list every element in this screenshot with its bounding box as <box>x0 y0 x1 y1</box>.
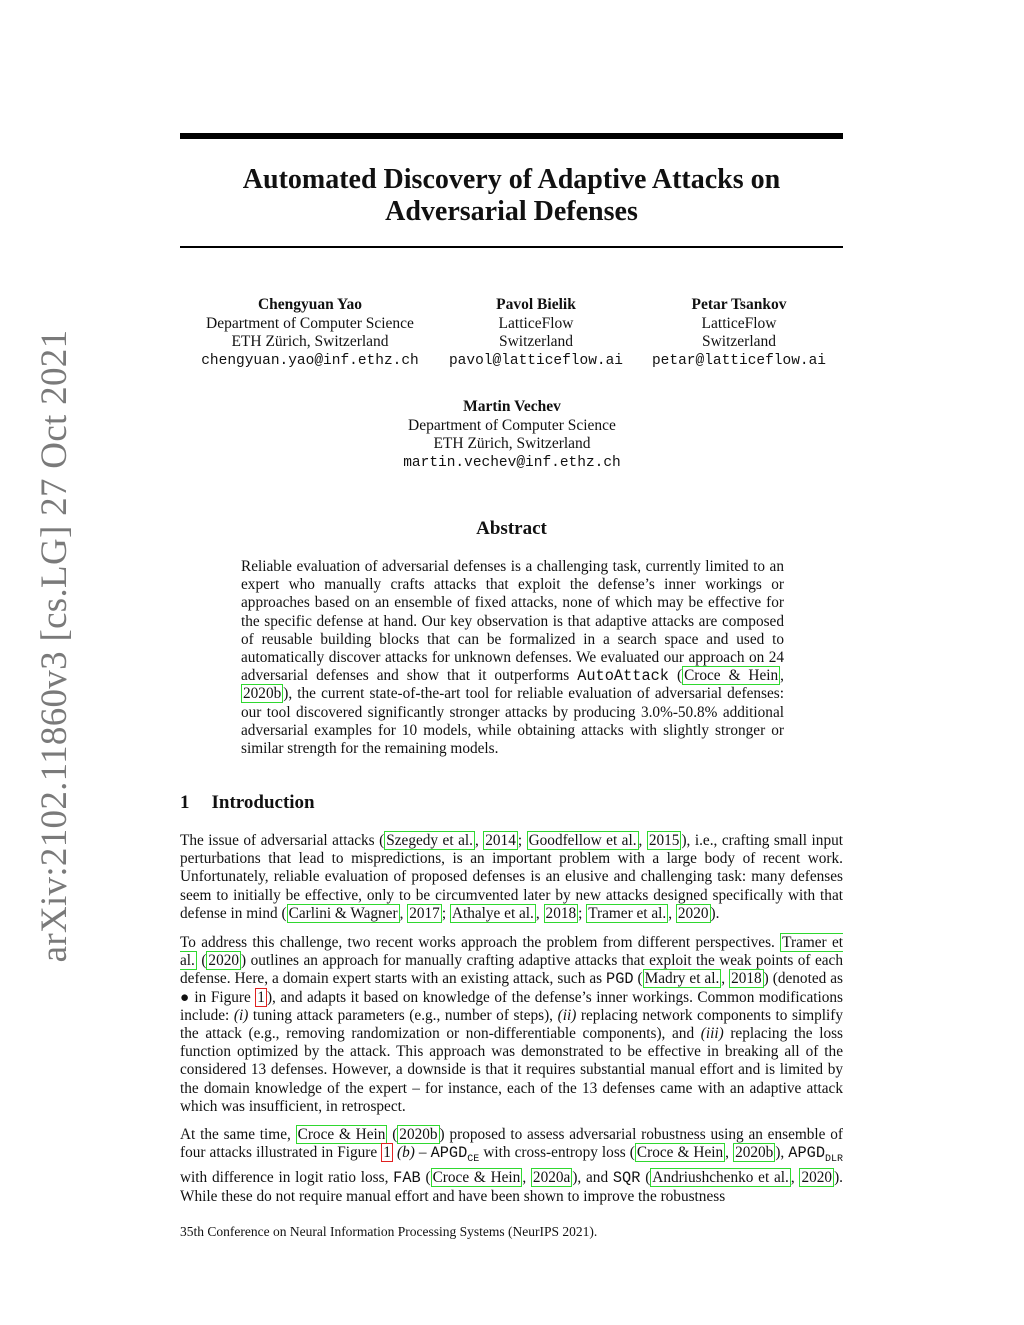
citation-link[interactable]: Croce & Hein <box>636 1144 724 1162</box>
author-affiliation: LatticeFlow <box>498 314 574 332</box>
citation-link[interactable]: 2020b <box>399 1126 438 1143</box>
author-name: Chengyuan Yao <box>257 296 363 313</box>
paper-title: Automated Discovery of Adaptive Attacks on Adversarial Defenses <box>242 164 781 227</box>
citation-link[interactable]: Croce & Hein <box>684 667 779 685</box>
author-name: Pavol Bielik <box>496 296 576 313</box>
citation-link[interactable]: 2018 <box>545 904 577 922</box>
author-email[interactable]: chengyuan.yao@inf.ethz.ch <box>201 352 419 369</box>
paragraph: At the same time, Croce & Hein ( 2020b ) proposed to assess adversarial robustness using an ensemble of four attacks illustrated in Figure 1 $(b) - APGD_{CE}$ with cross-entropy loss ( Croce & Hein , 2020b ), $APGD_{DLR}$ with difference in logit ratio loss, FAB ( Croce & Hein , 2020a ), and SQR ( Andriushchenko et al. , 2020 ). While these do not require manual effort and have been shown to improve the robustness <box>180 1126 844 1205</box>
conference-footnote: 35th Conference on Neural Information Processing Systems (NeurIPS 2021). <box>180 1224 598 1239</box>
citation-link[interactable]: Andriushchenko et al. <box>652 1169 789 1187</box>
paragraph: The issue of adversarial attacks ( Szegedy et al. , 2014 ; Goodfellow et al. , 2015 ), i.e., crafting small input perturbations that lead to mispredictions, is an important problem with a large body of recent work. Unfortunately, reliable evaluation of proposed defenses is an elusive and challenging task: many defenses seem to initially be effective, only to be circumvented later by new attacks designed specifically with that defense in mind ( Carlini & Wagner , 2017 ; Athalye et al. , 2018 ; Tramer et al. , 2020 ). <box>180 832 843 922</box>
figure-link[interactable]: 1 <box>257 988 265 1006</box>
abstract-body: Reliable evaluation of adversarial defenses is a challenging task, currently limited to an expert who manually crafts attacks that exploit the defense’s inner workings or approaches based on an ensemble of fixed attacks, none of which may be effective for the specific defense at hand. Our key observation is that adaptive attacks are composed of reusable building blocks that can be formalized in a search space and used to automatically discover attacks for unknown defenses. We evaluated our approach on 24 adversarial defenses and show that it outperforms AutoAttack ( Croce & Hein , 2020b ), the current state-of-the-art tool for reliable evaluation of adversarial defenses: our tool discovered significantly stronger attacks by producing 3.0%-50.8% additional adversarial examples for 10 models, while obtaining attacks with slightly stronger or similar strength for the remaining models. <box>241 558 784 758</box>
author-affiliation: LatticeFlow <box>701 314 777 332</box>
abstract-heading: Abstract <box>476 518 547 539</box>
author-block <box>436 296 636 370</box>
citation-link[interactable]: Tramer et al. <box>588 904 667 922</box>
citation-link[interactable]: Tramer et al. <box>180 934 843 970</box>
citation-link[interactable]: Madry et al. <box>644 970 720 988</box>
author-location: Switzerland <box>498 333 574 350</box>
citation-link[interactable]: 2020 <box>677 904 709 922</box>
citation-link[interactable]: 2020a <box>532 1169 571 1187</box>
author-location: ETH Zürich, Switzerland <box>433 435 591 452</box>
citation-link[interactable]: 2020b <box>735 1144 774 1162</box>
citation-link[interactable]: 2020 <box>801 1169 833 1187</box>
author-name: Martin Vechev <box>463 398 561 415</box>
citation-link[interactable]: 2015 <box>648 832 680 849</box>
arxiv-stamp: arXiv:2102.11860v3 [cs.LG] 27 Oct 2021 <box>34 329 75 963</box>
author-block <box>380 398 644 472</box>
citation-link[interactable]: Athalye et al. <box>451 904 534 922</box>
citation-link[interactable]: Goodfellow et al. <box>528 832 637 849</box>
citation-link[interactable]: 2017 <box>409 904 440 922</box>
paragraph: To address this challenge, two recent works approach the problem from different perspectives. Tramer et al. ( 2020 ) outlines an approach for manually crafting adaptive attacks that exploit the weak points of each defense. Here, a domain expert starts with an existing attack, such as PGD ( Madry et al. , 2018 ) (denoted as ● in Figure 1 ), and adapts it based on knowledge of the defense’s inner workings. Common modifications include: (i) tuning attack parameters (e.g., number of steps), (ii) replacing network components to simplify the attack (e.g., removing randomization or non-differentiable components), and (iii) replacing the loss function optimized by the attack. This approach was demonstrated to be effective in breaking all of the considered 13 defenses. However, a downside is that it requires substantial manual effort and is limited by the domain knowledge of the expert – for instance, each of the 13 defenses came with an adaptive attack which was insufficient, in retrospect. <box>180 934 844 1115</box>
author-block <box>196 296 424 370</box>
citation-link[interactable]: 2014 <box>485 832 516 849</box>
citation-link[interactable]: Croce & Hein <box>297 1126 386 1143</box>
title-rule-bottom <box>180 246 843 248</box>
author-affiliation: Department of Computer Science <box>206 314 414 332</box>
author-email[interactable]: petar@latticeflow.ai <box>651 352 827 369</box>
author-affiliation: Department of Computer Science <box>408 416 616 434</box>
citation-link[interactable]: 2018 <box>731 970 762 988</box>
citation-link[interactable]: 2020 <box>208 952 240 970</box>
author-name: Petar Tsankov <box>691 296 787 313</box>
citation-link[interactable]: 2020b <box>243 685 282 703</box>
citation-link[interactable]: Szegedy et al. <box>386 832 473 849</box>
figure-link[interactable]: 1 <box>383 1144 391 1162</box>
author-location: ETH Zürich, Switzerland <box>231 333 389 350</box>
title-rule-top <box>180 133 843 139</box>
author-location: Switzerland <box>701 333 777 350</box>
tool-name: AutoAttack <box>577 667 669 686</box>
citation-link[interactable]: Croce & Hein <box>432 1169 521 1187</box>
section-heading: 1 Introduction <box>180 792 315 813</box>
author-email[interactable]: martin.vechev@inf.ethz.ch <box>403 454 621 471</box>
author-email[interactable]: pavol@latticeflow.ai <box>448 352 624 369</box>
author-block <box>646 296 832 370</box>
citation-link[interactable]: Carlini & Wagner <box>288 904 398 922</box>
